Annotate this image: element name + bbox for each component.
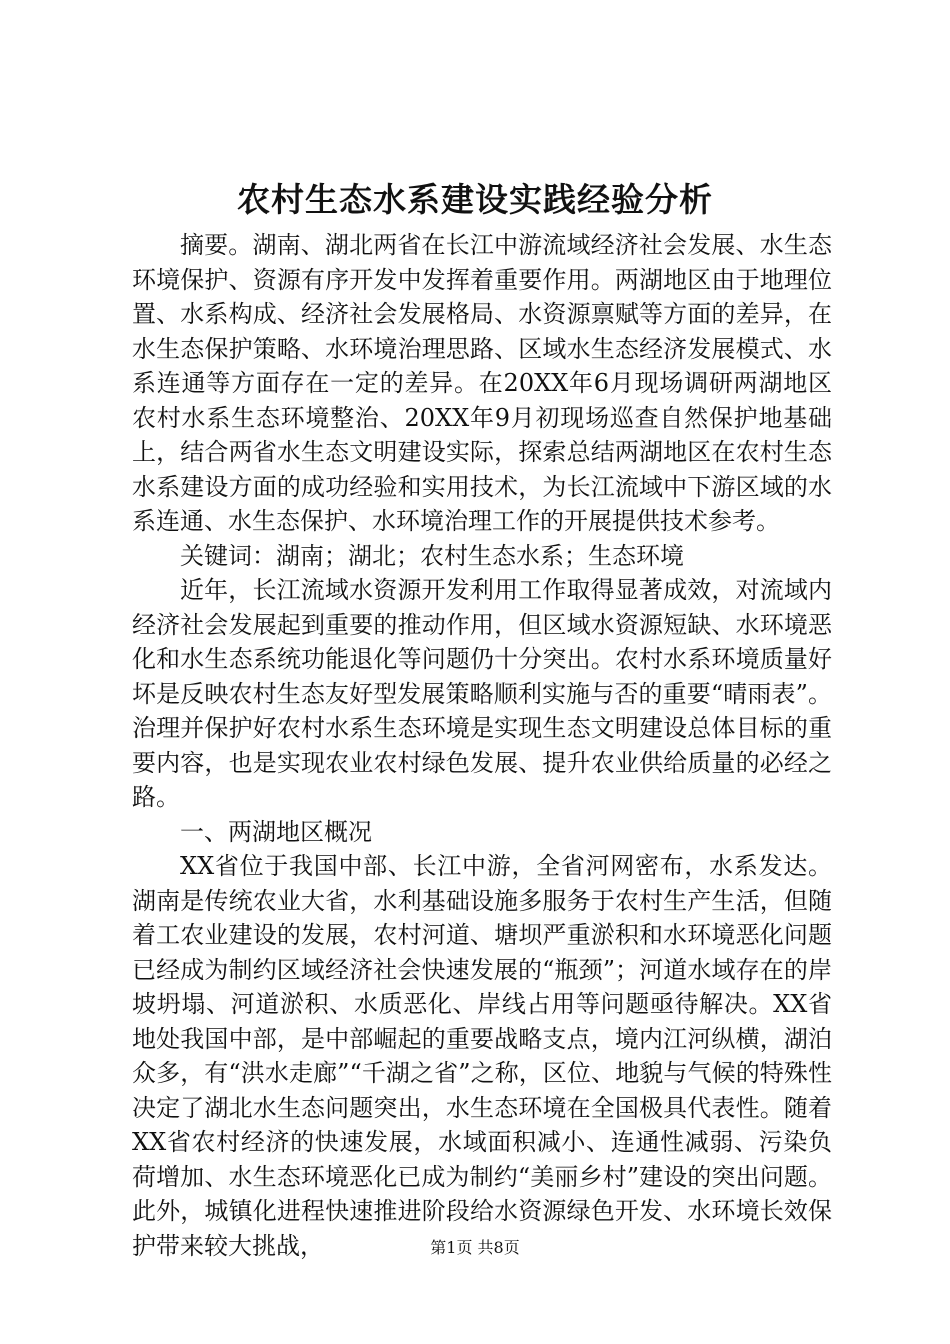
document-body: [132, 228, 832, 1263]
document-title: 农村生态水系建设实践经验分析: [237, 180, 713, 219]
intro-paragraph: 近年，长江流域水资源开发利用工作取得显著成效，对流域内经济社会发展起到重要的推动作用，但区域水资源短缺、水环境恶化和水生态系统功能退化等问题仍十分突出。农村水系环境质量好坏是反映农村生态友好型发展策略顺利实施与否的重要“晴雨表”。治理并保护好农村水系生态环境是实现生态文明建设总体目标的重要内容，也是实现农业农村绿色发展、提升农业供给质量的必经之路。: [132, 576, 832, 811]
page-footer: 第1页 共8页: [430, 1238, 520, 1257]
keywords-paragraph: 关键词：湖南；湖北；农村生态水系；生态环境: [180, 541, 684, 570]
section-paragraph: XX省位于我国中部、长江中游，全省河网密布，水系发达。湖南是传统农业大省，水利基础设施多服务于农村生产生活，但随着工农业建设的发展，农村河道、塘坝严重淤积和水环境恶化问题已经成为制约区域经济社会快速发展的“瓶颈”；河道水域存在的岸坡坍塌、河道淤积、水质恶化、岸线占用等问题亟待解决。XX省地处我国中部，是中部崛起的重要战略支点，境内江河纵横，湖泊众多，有“洪水走廊”“千湖之省”之称，区位、地貌与气候的特殊性决定了湖北水生态问题突出，水生态环境在全国极具代表性。随着XX省农村经济的快速发展，水域面积减小、连通性减弱、污染负荷增加、水生态环境恶化已成为制约“美丽乡村”建设的突出问题。此外，城镇化进程快速推进阶段给水资源绿色开发、水环境长效保护带来较大挑战，: [132, 852, 832, 1260]
section-heading: 一、两湖地区概况: [180, 817, 372, 846]
abstract-paragraph: 摘要。湖南、湖北两省在长江中游流域经济社会发展、水生态环境保护、资源有序开发中发挥着重要作用。两湖地区由于地理位置、水系构成、经济社会发展格局、水资源禀赋等方面的差异，在水生态保护策略、水环境治理思路、区域水生态经济发展模式、水系连通等方面存在一定的差异。在20XX年6月现场调研两湖地区农村水系生态环境整治、20XX年9月初现场巡查自然保护地基础上，结合两省水生态文明建设实际，探索总结两湖地区在农村生态水系建设方面的成功经验和实用技术，为长江流域中下游区域的水系连通、水生态保护、水环境治理工作的开展提供技术参考。: [132, 231, 832, 535]
